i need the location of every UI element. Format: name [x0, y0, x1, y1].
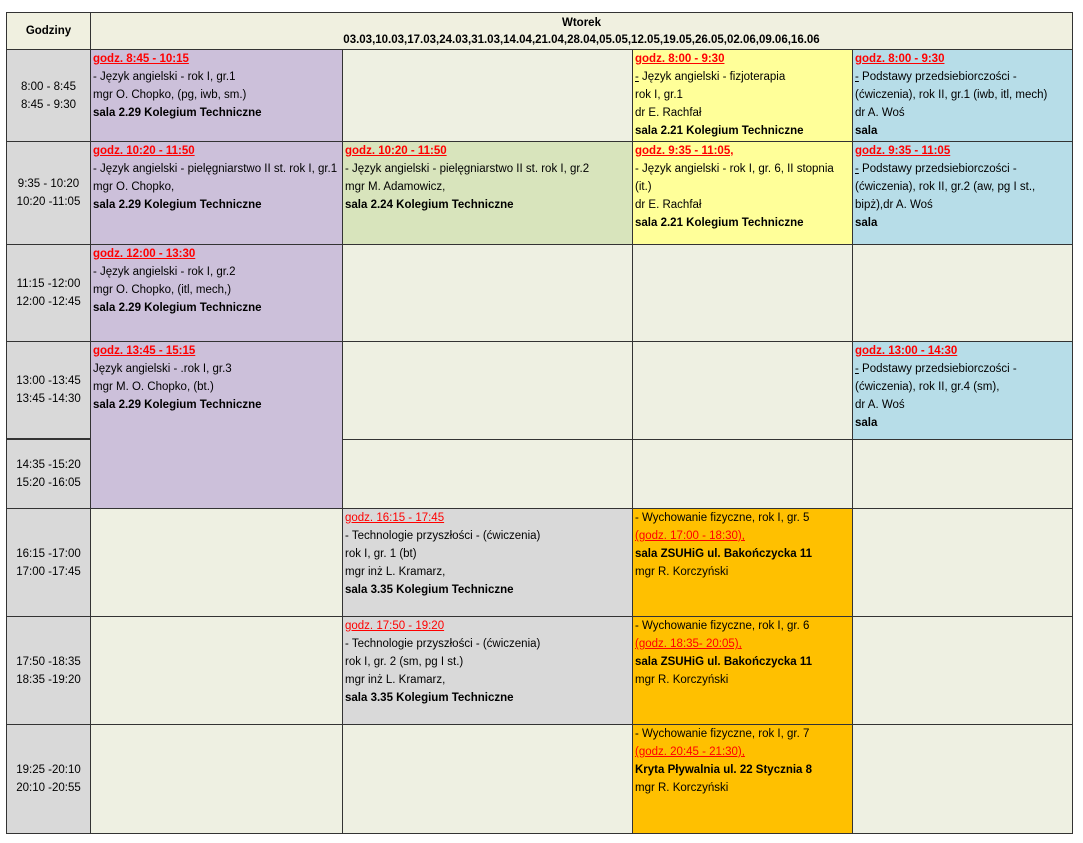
class-subject: - Język angielski - pielęgniarstwo II st. rok I, gr.2: [345, 163, 590, 175]
class-teacher: dr A. Woś: [855, 107, 905, 119]
class-group: rok I, gr. 2 (sm, pg I st.): [345, 656, 464, 668]
class-room: sala 3.35 Kolegium Techniczne: [345, 692, 514, 704]
hour-slot: 16:15 -17:00: [16, 547, 81, 560]
class-room: sala 2.29 Kolegium Techniczne: [93, 302, 262, 314]
hours-row: [6, 440, 91, 509]
class-room: sala 2.21 Kolegium Techniczne: [635, 217, 804, 229]
hours-header-label: Godziny: [25, 25, 72, 37]
empty-cell: [853, 440, 1073, 509]
hour-slot: 8:45 - 9:30: [21, 98, 76, 111]
class-block: [91, 142, 343, 245]
class-time: godz. 8:45 - 10:15: [93, 53, 189, 65]
hour-slot: 9:35 - 10:20: [17, 178, 80, 190]
class-time: godz. 9:35 - 11:05,: [635, 145, 734, 157]
class-room: sala ZSUHiG ul. Bakończycka 11: [635, 548, 813, 560]
hour-slot: 19:25 -20:10: [16, 764, 81, 776]
class-block: [633, 725, 853, 834]
class-teacher: mgr R. Korczyński: [635, 674, 729, 686]
empty-cell: [91, 509, 343, 617]
class-subject: - Język angielski - rok I, gr. 6, II stopnia (it.): [635, 163, 834, 193]
class-room: sala: [855, 125, 878, 137]
empty-cell: [343, 725, 633, 834]
hour-slot: 12:00 -12:45: [16, 296, 81, 308]
class-room: sala 2.29 Kolegium Techniczne: [93, 107, 262, 119]
class-group: rok I, gr. 1 (bt): [345, 548, 417, 560]
class-subject: Język angielski - .rok I, gr.3: [93, 363, 232, 375]
class-block: [91, 342, 343, 509]
hours-row: [6, 245, 91, 342]
class-time: godz. 10:20 - 11:50: [93, 145, 195, 157]
class-time: godz. 13:45 - 15:15: [93, 345, 196, 357]
class-subject: Język angielski - fizjoterapia: [638, 71, 786, 83]
dash-marker: -: [855, 71, 859, 83]
class-block: [343, 509, 633, 617]
class-time: godz. 8:00 - 9:30: [635, 53, 725, 65]
class-room: sala ZSUHiG ul. Bakończycka 11: [635, 656, 813, 668]
class-subject: - Technologie przyszłości - (ćwiczenia): [345, 638, 541, 650]
day-name: Wtorek: [562, 17, 601, 29]
hour-slot: 13:45 -14:30: [16, 393, 81, 405]
class-time: (godz. 17:00 - 18:30),: [635, 530, 745, 542]
empty-cell: [633, 342, 853, 440]
class-subject: Podstawy przedsiebiorczości - (ćwiczenia), rok II, gr.4 (sm),: [855, 363, 1017, 393]
hours-row: [6, 142, 91, 245]
class-block: [91, 50, 343, 142]
day-dates: 03.03,10.03,17.03,24.03,31.03,14.04,21.04,28.04,05.05,12.05,19.05,26.05,02.06,09.06,16.06: [343, 34, 820, 46]
hours-row: [6, 509, 91, 617]
class-subject: - Wychowanie fizyczne, rok I, gr. 7: [635, 728, 810, 740]
class-block: [633, 50, 853, 142]
class-subject: Podstawy przedsiebiorczości - (ćwiczenia), rok II, gr.2 (aw, pg I st., bipż),dr A. Woś: [855, 163, 1036, 211]
hours-row: [6, 725, 91, 834]
class-block: [853, 342, 1073, 440]
class-room: sala 3.35 Kolegium Techniczne: [345, 584, 514, 596]
hour-slot: 15:20 -16:05: [16, 477, 81, 489]
hours-row: [6, 342, 91, 440]
class-subject: Podstawy przedsiebiorczości - (ćwiczenia), rok II, gr.1 (iwb, itl, mech): [855, 71, 1048, 101]
empty-cell: [633, 245, 853, 342]
class-block: [633, 142, 853, 245]
class-time: godz. 10:20 - 11:50: [345, 145, 447, 157]
class-teacher: mgr R. Korczyński: [635, 782, 729, 794]
empty-cell: [343, 440, 633, 509]
dash-marker: -: [855, 163, 859, 175]
empty-cell: [343, 50, 633, 142]
hour-slot: 8:00 - 8:45: [21, 80, 76, 93]
class-block: [343, 617, 633, 725]
class-room: sala 2.21 Kolegium Techniczne: [635, 125, 804, 137]
hour-slot: 14:35 -15:20: [16, 459, 81, 471]
hour-slot: 13:00 -13:45: [16, 375, 81, 387]
class-teacher: dr E. Rachfał: [635, 107, 702, 119]
class-teacher: mgr O. Chopko,: [93, 181, 175, 193]
day-header: [91, 12, 1073, 50]
empty-cell: [343, 245, 633, 342]
hour-slot: 18:35 -19:20: [16, 673, 81, 686]
hour-slot: 17:50 -18:35: [16, 655, 81, 668]
class-block: [91, 245, 343, 342]
empty-cell: [343, 342, 633, 440]
hour-slot: 11:15 -12:00: [16, 278, 81, 290]
hour-slot: 20:10 -20:55: [16, 782, 81, 794]
class-block: [853, 142, 1073, 245]
class-teacher: mgr O. Chopko, (itl, mech,): [93, 284, 232, 296]
class-group: rok I, gr.1: [635, 89, 683, 101]
class-teacher: dr E. Rachfał: [635, 199, 702, 211]
class-teacher: mgr M. O. Chopko, (bt.): [93, 381, 214, 393]
class-room: sala: [855, 417, 878, 429]
class-block: [853, 50, 1073, 142]
class-room: sala 2.29 Kolegium Techniczne: [93, 399, 262, 411]
empty-cell: [633, 440, 853, 509]
class-teacher: mgr O. Chopko, (pg, iwb, sm.): [93, 89, 247, 101]
empty-cell: [853, 245, 1073, 342]
class-time: godz. 16:15 - 17:45: [345, 512, 445, 524]
class-room: sala: [855, 217, 878, 229]
class-time: (godz. 18:35- 20:05),: [635, 638, 742, 650]
hours-row: [6, 50, 91, 142]
class-teacher: mgr R. Korczyński: [635, 566, 729, 578]
dash-marker: -: [635, 71, 639, 83]
hours-header: [6, 12, 91, 50]
class-teacher: mgr inż L. Kramarz,: [345, 566, 446, 578]
class-room: sala 2.29 Kolegium Techniczne: [93, 199, 262, 211]
hour-slot: 10:20 -11:05: [16, 196, 81, 208]
class-time: godz. 17:50 - 19:20: [345, 620, 445, 632]
class-subject: - Wychowanie fizyczne, rok I, gr. 6: [635, 620, 810, 632]
empty-cell: [853, 725, 1073, 834]
class-subject: - Technologie przyszłości - (ćwiczenia): [345, 530, 541, 542]
class-teacher: mgr M. Adamowicz,: [345, 181, 446, 193]
empty-cell: [91, 725, 343, 834]
class-time: godz. 12:00 - 13:30: [93, 248, 196, 260]
class-block: [633, 617, 853, 725]
empty-cell: [853, 617, 1073, 725]
class-block: [633, 509, 853, 617]
class-teacher: dr A. Woś: [855, 399, 905, 411]
class-room: sala 2.24 Kolegium Techniczne: [345, 199, 514, 211]
class-room: Kryta Pływalnia ul. 22 Stycznia 8: [635, 764, 813, 776]
class-block: [343, 142, 633, 245]
class-subject: - Wychowanie fizyczne, rok I, gr. 5: [635, 512, 810, 524]
hour-slot: 17:00 -17:45: [16, 565, 81, 578]
empty-cell: [853, 509, 1073, 617]
class-time: godz. 9:35 - 11:05: [855, 145, 951, 157]
hours-row: [6, 617, 91, 725]
class-time: godz. 8:00 - 9:30: [855, 53, 945, 65]
empty-cell: [91, 617, 343, 725]
dash-marker: -: [855, 363, 859, 375]
class-teacher: mgr inż L. Kramarz,: [345, 674, 446, 686]
class-time: (godz. 20:45 - 21:30),: [635, 746, 745, 758]
class-time: godz. 13:00 - 14:30: [855, 345, 958, 357]
class-subject: - Język angielski - rok I, gr.2: [93, 266, 236, 278]
class-subject: - Język angielski - rok I, gr.1: [93, 71, 236, 83]
class-subject: - Język angielski - pielęgniarstwo II st. rok I, gr.1: [93, 163, 338, 175]
